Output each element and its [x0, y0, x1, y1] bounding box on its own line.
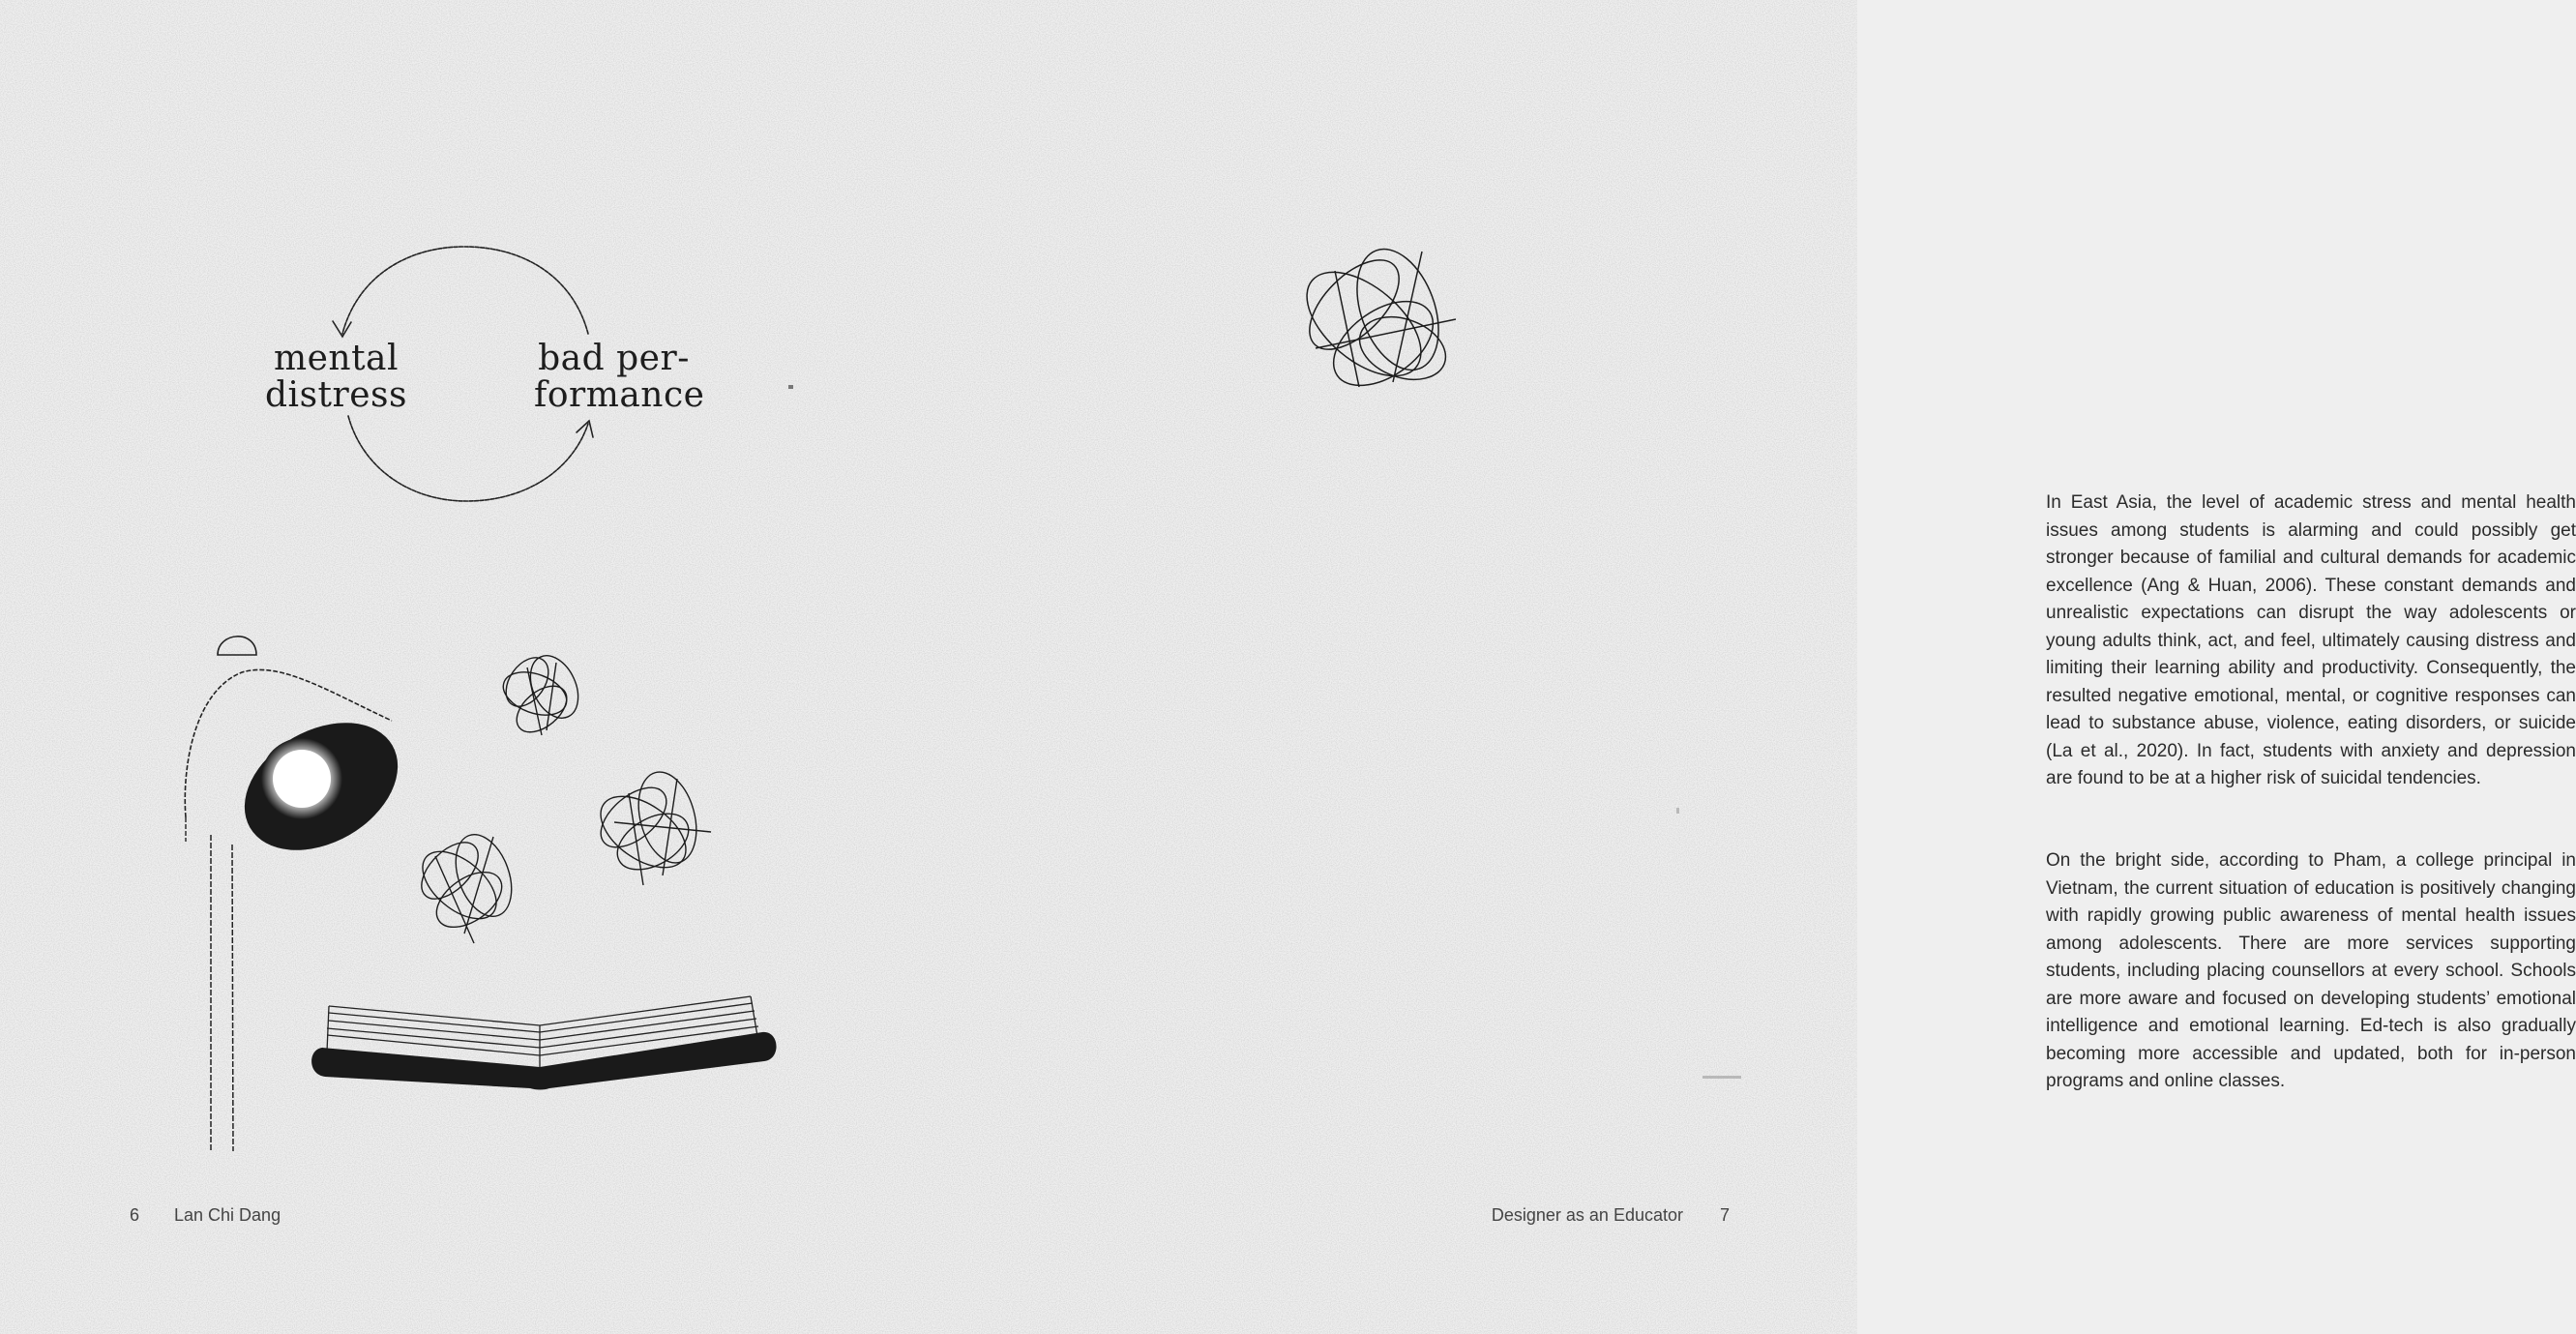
scribble-icon [585, 764, 730, 900]
cycle-arc-top [342, 247, 588, 334]
cycle-label-line: bad per- [538, 339, 690, 378]
page-number-right: 7 [1720, 1205, 1731, 1225]
scribble-icon [406, 817, 537, 953]
scribble-icon [489, 643, 605, 755]
cycle-label-line: mental [273, 339, 400, 378]
open-book-icon [308, 992, 782, 1098]
cycle-label-line: formance [534, 375, 705, 415]
cycle-arrow-right-icon [577, 421, 593, 437]
body-paragraph: On the bright side, according to Pham, a college principal in Vietnam, the current situation of education is positively changing with rapidly growing public awareness of mental health issues among adolescents. There are more services supporting students, including placing counsellors at every school. Schools are more aware and focused on developing students’ emotional intelligence and emotional learning. Ed-tech is also gradually becoming more accessible and updated, both for in-person programs and online classes. [2046, 850, 2576, 1091]
cycle-label-bad-performance [534, 339, 705, 415]
scribble-icon [1287, 232, 1480, 426]
cycle-label-mental-distress [261, 341, 411, 414]
body-paragraph: In East Asia, the level of academic stress and mental health issues among students is alarming and could possibly get stronger because of familial and cultural demands for academic excellence (Ang & Huan, 2006). These constant demands and unrealistic expectations can disrupt the way adolescents or young adults think, act, and feel, ultimately causing distress and limiting their learning ability and productivity. Consequently, the resulted negative emotional, mental, or cognitive responses can lead to substance abuse, violence, eating disorders, or suicide (La et al., 2020). In fact, students with anxiety and depression are found to be at a higher risk of suicidal tendencies. [2046, 492, 2576, 788]
author-name: Lan Chi Dang [174, 1205, 281, 1225]
book-title: Designer as an Educator [1491, 1205, 1683, 1225]
right-page [929, 0, 2576, 1334]
left-page [0, 0, 929, 1334]
cycle-label-line: distress [265, 375, 407, 415]
cycle-arc-bottom [348, 416, 588, 501]
page-number-left: 6 [130, 1205, 140, 1225]
